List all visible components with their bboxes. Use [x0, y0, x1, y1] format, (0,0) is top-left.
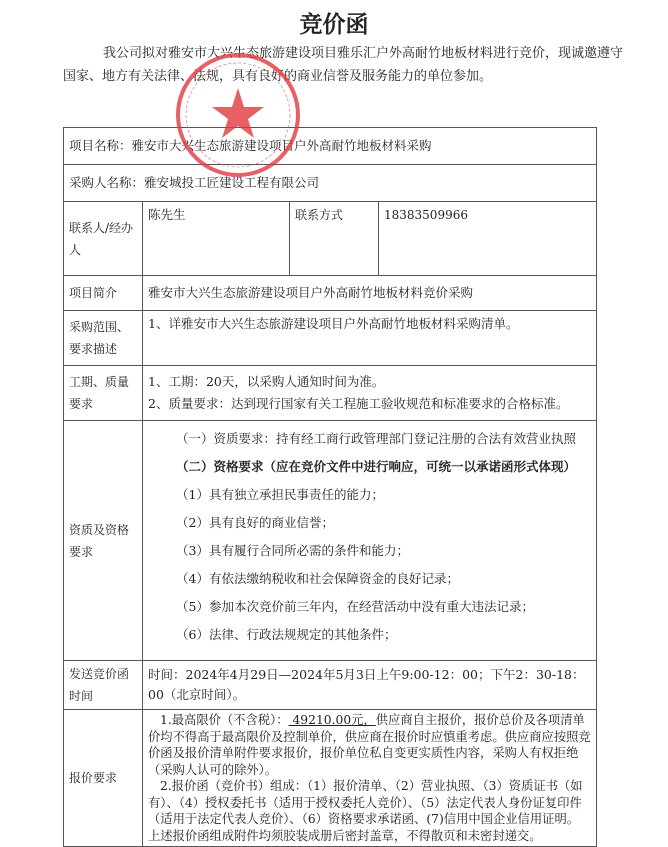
quote-prefix: 1.最高限价（不含税）：	[160, 713, 289, 727]
contact-value: 陈先生	[143, 202, 290, 276]
schedule-line: 2、质量要求：达到现行国家有关工程施工验收规范和标准要求的合格标准。	[148, 396, 569, 411]
purchaser-name: 采购人名称：雅安城投工匠建设工程有限公司	[64, 165, 597, 202]
quote-paragraph-2: 2.报价函（竞价书）组成：（1）报价清单、（2）营业执照、（3）资质证书（如有）、（4）授权委托书（适用于授权委托人竞价）、（5）法定代表人身份证复印件（适用于法定代表人竞价）、（6）资格要求承诺函、(7)信用中国企业信用证明。上述报价函组成附件均须胶装成册后密封盖章，不得散页和未密封递交。	[148, 779, 583, 843]
contact-label: 联系人/经办人	[64, 202, 143, 276]
schedule-value	[143, 366, 597, 421]
qualification-line: （二）资格要求（应在竞价文件中进行响应，可统一以承诺函形式体现）	[176, 459, 577, 474]
bid-info-table	[63, 127, 597, 847]
scope-label: 采购范围、要求描述	[64, 311, 143, 366]
qualification-label: 资质及资格要求	[64, 421, 143, 661]
summary-label: 项目简介	[64, 276, 143, 311]
qualification-line: （3）具有履行合同所必需的条件和能力；	[176, 543, 409, 558]
summary-value: 雅安市大兴生态旅游建设项目户外高耐竹地板材料竞价采购	[143, 276, 597, 311]
qualification-line: （5）参加本次竞价前三年内，在经营活动中没有重大违法记录；	[176, 599, 534, 614]
intro-paragraph: 我公司拟对雅安市大兴生态旅游建设项目雅乐汇户外高耐竹地板材料进行竞价，现诚邀遵守国家、地方有关法律、法规，具有良好的商业信誉及服务能力的单位参加。	[63, 46, 624, 84]
qualification-line: （1）具有独立承担民事责任的能力；	[176, 487, 384, 502]
qualification-line: （6）法律、行政法规规定的其他条件；	[176, 627, 397, 642]
quote-rest: 供应商自主报价，报价总价及各项清单价均不得高于最高限价及控制单价，供应商在报价时应慎重考虑。供应商应按照竞价函及报价清单附件要求报价，报价单位私自变更实质性内容，采购人有权拒绝（采购人认可的除外）。	[148, 713, 591, 777]
qualification-line: （4）有依法缴纳税收和社会保障资金的良好记录；	[176, 571, 459, 586]
quote-value	[143, 710, 597, 847]
phone-value: 18383509966	[379, 202, 597, 276]
quote-label: 报价要求	[64, 710, 143, 847]
qualification-line: （2）具有良好的商业信誉；	[176, 515, 334, 530]
qualification-value	[143, 421, 597, 661]
qualification-line: （一）资质要求：持有经工商行政管理部门登记注册的合法有效营业执照	[176, 431, 577, 446]
phone-label: 联系方式	[290, 202, 379, 276]
schedule-label: 工期、质量要求	[64, 366, 143, 421]
send-time-value: 时间：2024年4月29日—2024年5月3日上午9:00-12：00；下午2：30-18：00（北京时间）。	[143, 661, 597, 710]
project-name: 项目名称：雅安市大兴生态旅游建设项目户外高耐竹地板材料采购	[64, 128, 597, 165]
quote-paragraph-1	[148, 712, 591, 778]
document-title: 竞价函	[299, 12, 369, 38]
scope-value: 1、详雅安市大兴生态旅游建设项目户外高耐竹地板材料采购清单。	[143, 311, 597, 366]
schedule-line: 1、工期：20天，以采购人通知时间为准。	[148, 374, 385, 389]
max-price: 49210.00元，	[288, 713, 376, 727]
send-time-label: 发送竞价函时间	[64, 661, 143, 710]
